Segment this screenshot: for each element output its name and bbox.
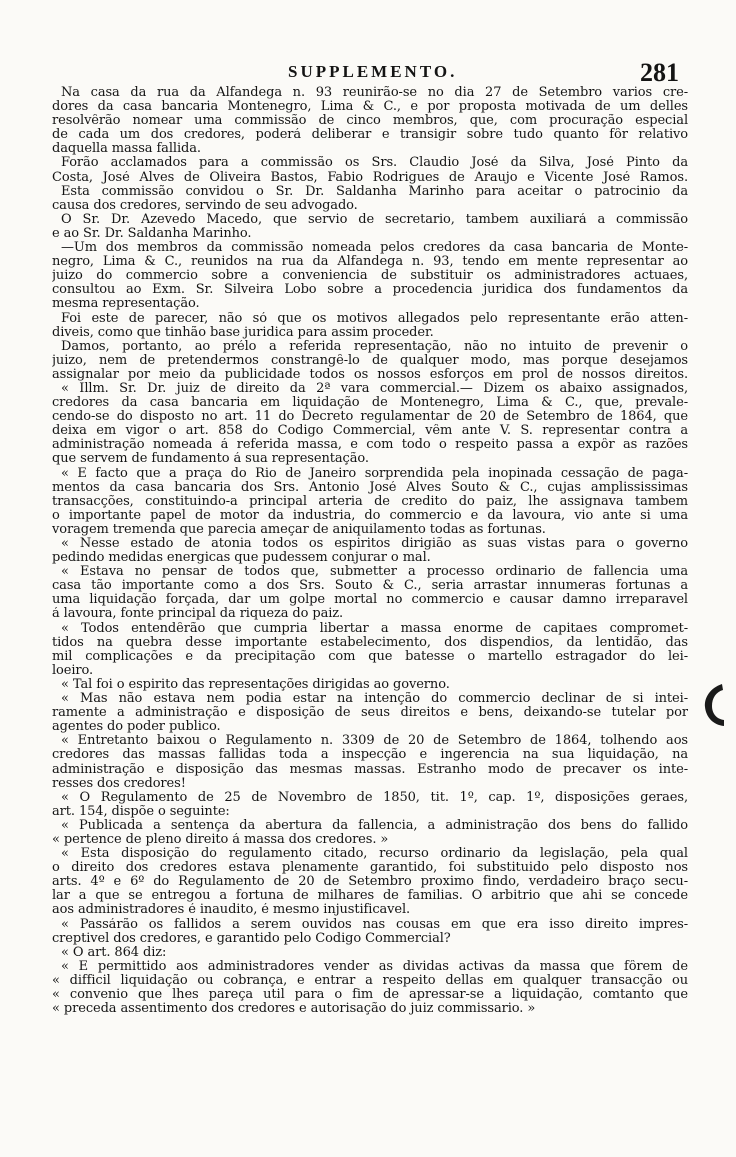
text-line: O Sr. Dr. Azevedo Macedo, que servio de secretario, tambem auxiliará a commissão: [61, 212, 688, 227]
text-line: daquella massa fallida.: [52, 142, 201, 157]
page-header: [0, 58, 736, 88]
text-line: Na casa da rua da Alfandega n. 93 reunirão-se no dia 27 de Setembro varios cre-: [61, 86, 688, 100]
text-line: « Tal foi o espirito das representações dirigidas ao governo.: [61, 677, 450, 692]
text-line: dores da casa bancaria Montenegro, Lima & C., e por proposta motivada de um delles: [52, 100, 688, 115]
text-line: credores das massas fallidas toda a inspecção e ingerencia na sua liquidação, na: [52, 748, 688, 763]
text-line: resolvêrão nomear uma commissão de cinco membros, que, com procuração especial: [52, 114, 688, 129]
text-line: assignalar por meio da publicidade todos os nossos esforços em prol de nossos direitos.: [52, 367, 688, 382]
page-number: 281: [640, 58, 679, 87]
text-line: « Publicada a sentença da abertura da fallencia, a administração dos bens do fallido: [61, 818, 688, 833]
text-line: uma liquidação forçada, dar um golpe mortal no commercio e causar damno irreparavel: [52, 593, 688, 608]
text-line: o importante papel de motor da industria, do commercio e da lavoura, vio ante si uma: [52, 508, 688, 523]
text-line: « O Regulamento de 25 de Novembro de 1850, tit. 1º, cap. 1º, disposições geraes,: [61, 790, 688, 805]
text-line: ramente a administração e disposição de seus direitos e bens, deixando-se tutelar por: [52, 706, 688, 721]
text-line: o direito dos credores estava plenamente garantido, foi substituido pelo disposto nos: [52, 861, 688, 876]
text-line: « Passárão os fallidos a serem ouvidos nas cousas em que era isso direito impres-: [61, 917, 688, 932]
text-line: —Um dos membros da commissão nomeada pelos credores da casa bancaria de Monte-: [61, 241, 688, 256]
text-line: Damos, portanto, ao prélo a referida representação, não no intuito de prevenir o: [61, 339, 688, 354]
text-line: e ao Sr. Dr. Saldanha Marinho.: [52, 226, 252, 241]
text-line: « É facto que a praça do Rio de Janeiro sorprendida pela inopinada cessação de paga-: [61, 466, 688, 481]
text-line: « preceda assentimento dos credores e autorisação do juiz commissario. »: [52, 1002, 536, 1017]
margin-ink-mark: [702, 682, 728, 728]
text-line: « O art. 864 diz:: [61, 945, 167, 960]
text-line: tidos na quebra desse importante estabelecimento, dos dispendios, da lentidão, das: [52, 635, 688, 650]
text-line: mesma representação.: [52, 297, 200, 312]
text-line: creptivel dos credores, e garantido pelo Codigo Commercial?: [52, 931, 451, 946]
text-line: administração nomeada á referida massa, e com todo o respeito passa a expôr as razões: [52, 438, 688, 453]
text-line: voragem tremenda que parecia ameçar de aniquilamento todas as fortunas.: [52, 522, 546, 537]
text-line: « difficil liquidação ou cobrança, e entrar a respeito dellas em qualquer transacção ou: [52, 973, 688, 988]
text-line: Esta commissão convidou o Sr. Dr. Saldanha Marinho para aceitar o patrocinio da: [61, 184, 688, 199]
text-line: deixa em vigor o art. 858 do Codigo Commercial, vêm ante V. S. representar contra a: [52, 424, 688, 439]
text-line: agentes do poder publico.: [52, 720, 221, 735]
text-line: « É permittido aos administradores vender as dividas activas da massa que fôrem de: [61, 959, 688, 974]
text-line: que servem de fundamento á sua representação.: [52, 452, 369, 467]
text-line: arts. 4º e 6º do Regulamento de 20 de Setembro proximo findo, verdadeiro braço secu-: [52, 875, 688, 890]
text-line: art. 154, dispõe o seguinte:: [52, 804, 230, 819]
text-line: á lavoura, fonte principal da riqueza do paiz.: [52, 607, 344, 622]
text-line: consultou ao Exm. Sr. Silveira Lobo sobre a procedencia juridica dos fundamentos da: [52, 283, 688, 298]
article-body: [52, 86, 688, 1016]
text-line: loeiro.: [52, 663, 94, 678]
text-line: « Estava no pensar de todos que, submetter a processo ordinario de fallencia uma: [61, 565, 688, 580]
text-line: pedindo medidas energicas que pudessem conjurar o mal.: [52, 551, 431, 566]
text-line: « Todos entendêrão que cumpria libertar a massa enorme de capitaes compromet-: [61, 621, 688, 636]
running-head: SUPPLEMENTO.: [288, 62, 458, 81]
text-line: mentos da casa bancaria dos Srs. Antonio José Alves Souto & C., cujas amplississimas: [52, 480, 688, 495]
text-line: Costa, José Alves de Oliveira Bastos, Fabio Rodrigues de Araujo e Vicente José Ramos.: [52, 170, 688, 185]
text-line: « Illm. Sr. Dr. juiz de direito da 2ª vara commercial.— Dizem os abaixo assignados,: [61, 381, 688, 396]
text-line: Forão acclamados para a commissão os Srs. Claudio José da Silva, José Pinto da: [61, 156, 688, 171]
text-line: negro, Lima & C., reunidos na rua da Alfandega n. 93, tendo em mente representar ao: [52, 255, 688, 270]
text-line: « Nesse estado de atonia todos os espiritos dirigião as suas vistas para o governo: [61, 537, 688, 551]
text-line: casa tão importante como a dos Srs. Souto & C., seria arrastar innumeras fortunas a: [52, 579, 688, 594]
text-line: Foi este de parecer, não só que os motivos allegados pelo representante erão atten-: [61, 311, 688, 326]
text-line: causa dos credores, servindo de seu advogado.: [52, 198, 358, 213]
text-line: administração e disposição das mesmas massas. Estranho modo de precaver os inte-: [52, 762, 688, 777]
text-line: juizo do commercio sobre a conveniencia de substituir os administradores actuaes,: [52, 269, 688, 284]
text-line: resses dos credores!: [52, 776, 186, 791]
text-line: lar a que se entregou a fortuna de milhares de familias. O arbitrio que ahi se concede: [52, 889, 688, 904]
text-line: de cada um dos credores, poderá deliberar e transigir sobre tudo quanto fôr relativo: [52, 128, 688, 143]
text-line: cendo-se do disposto no art. 11 do Decreto regulamentar de 20 de Setembro de 1864, que: [52, 410, 688, 425]
text-line: mil complicações e da precipitação com que batesse o martello estragador do lei-: [52, 649, 688, 664]
text-line: « Mas não estava nem podia estar na intenção do commercio declinar de si intei-: [61, 692, 688, 707]
text-line: aos administradores é inaudito, é mesmo injustificavel.: [52, 903, 411, 918]
text-line: diveis, como que tinhão base juridica para assim proceder.: [52, 325, 434, 340]
text-line: credores da casa bancaria em liquidação de Montenegro, Lima & C., que, prevale-: [52, 396, 688, 411]
text-line: juizo, nem de pretendermos constrangê-lo de qualquer modo, mas porque desejamos: [52, 353, 688, 368]
text-line: transacções, constituindo-a principal arteria de credito do paiz, lhe assignava tambem: [52, 494, 688, 509]
text-line: « Entretanto baixou o Regulamento n. 3309 de 20 de Setembro de 1864, tolhendo aos: [61, 734, 688, 749]
text-line: « pertence de pleno direito á massa dos credores. »: [52, 832, 389, 847]
text-line: « convenio que lhes pareça util para o fim de apressar-se a liquidação, comtanto que: [52, 988, 688, 1002]
text-line: « Esta disposição do regulamento citado, recurso ordinario da legislação, pela qual: [61, 847, 688, 862]
